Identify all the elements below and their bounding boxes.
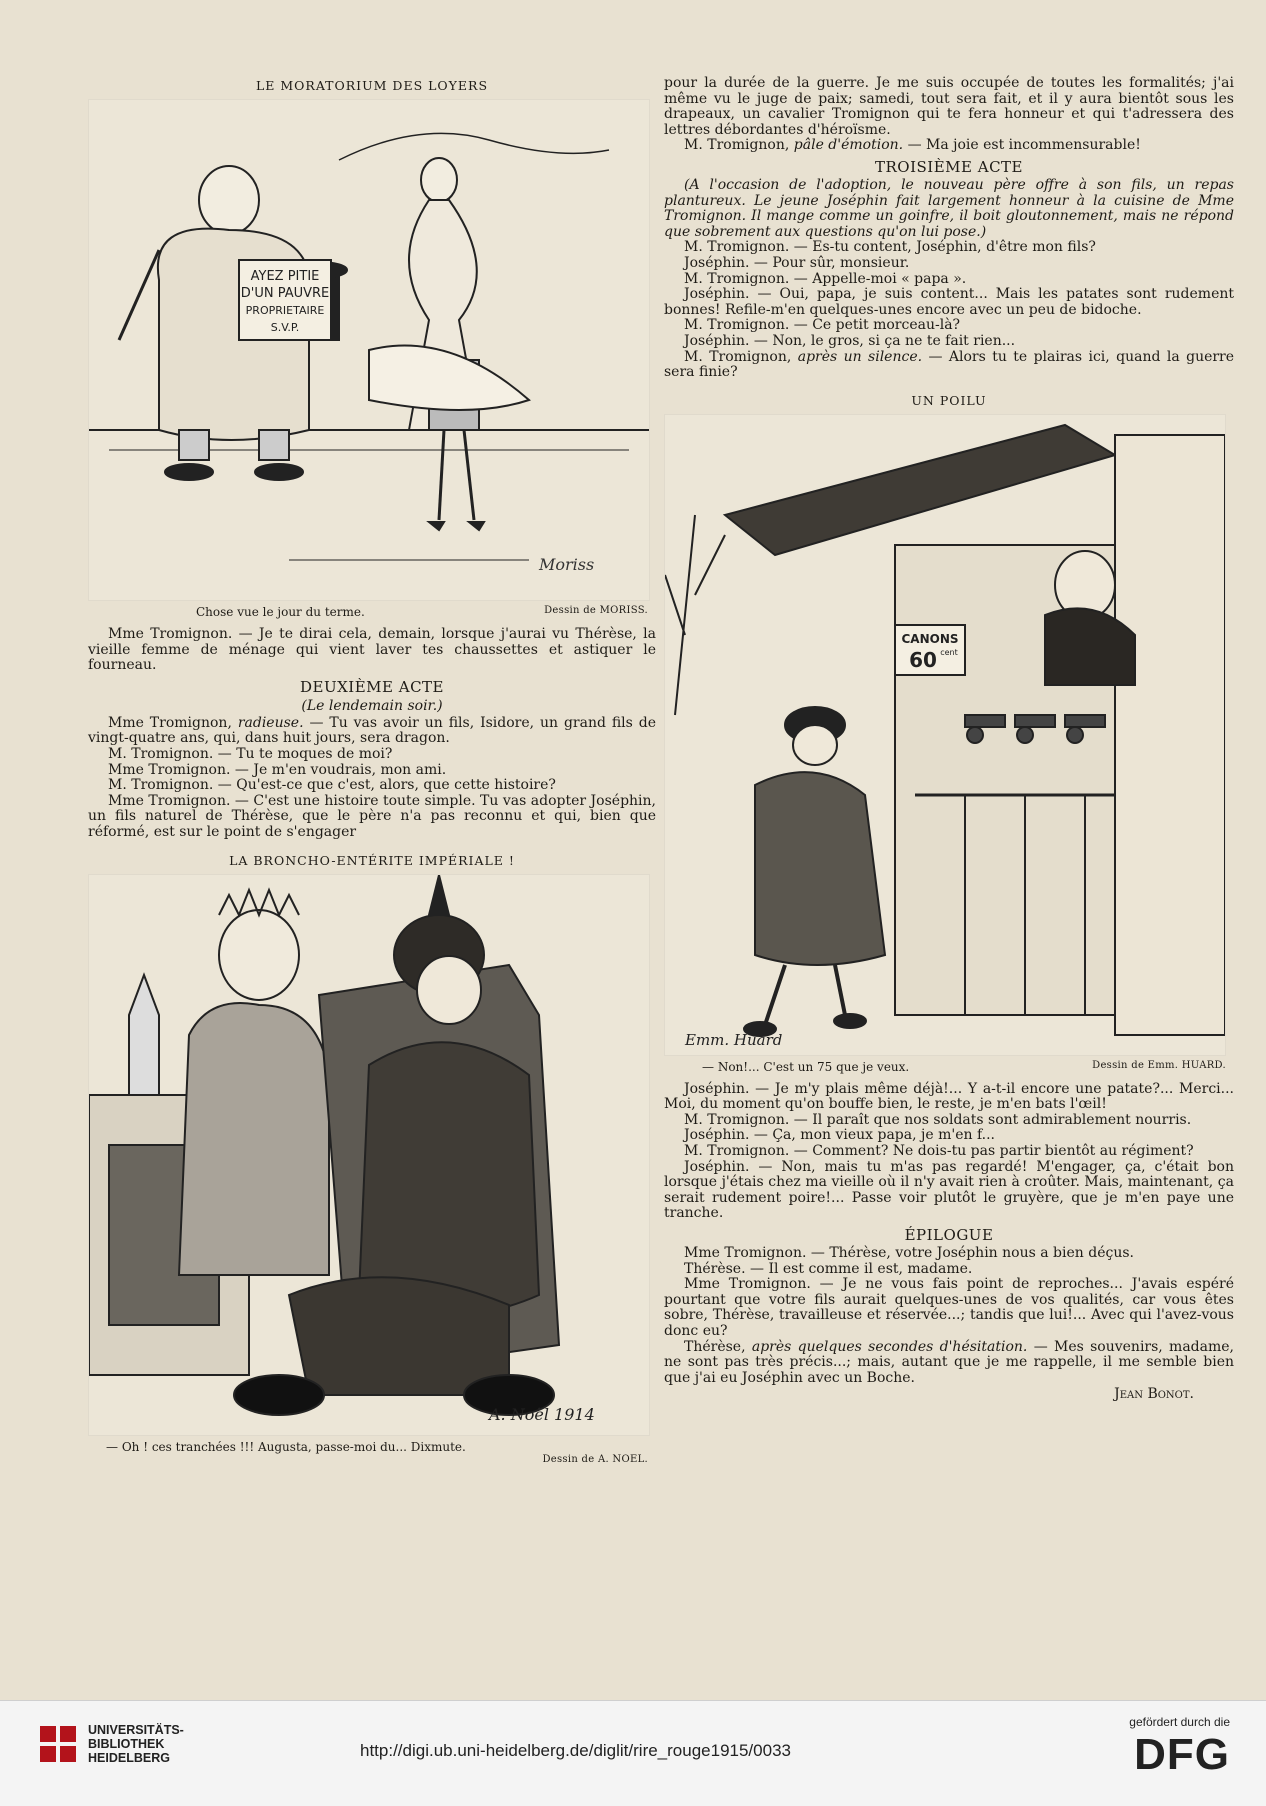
- line-text: — Ma joie est incommensurable!: [907, 137, 1141, 154]
- line-text: — Alors tu te plairas ici, quand la guerre sera finie?: [664, 348, 1235, 381]
- library-name-line-1: UNIVERSITÄTS-: [88, 1723, 184, 1737]
- figure2-title: LA BRONCHO-ENTÉRITE IMPÉRIALE !: [229, 852, 515, 868]
- stage-direction: après un silence.: [797, 348, 923, 365]
- library-name-line-2: BIBLIOTHEK: [88, 1737, 165, 1751]
- dfg-funding[interactable]: [1129, 1715, 1230, 1781]
- line-text: — Mes souvenirs, madame, ne sont pas très précis...; mais, autant que je me rappelle, il me semble bien que j'ai eu Joséphin avec un Boche.: [664, 1338, 1234, 1386]
- dialogue-line: Mme Tromignon. — Je m'en voudrais, mon ami.: [108, 761, 447, 778]
- dialogue-line: [664, 350, 1234, 381]
- permalink-url[interactable]: http://digi.ub.uni-heidelberg.de/diglit/rire_rouge1915/0033: [360, 1741, 791, 1760]
- figure2-caption: — Oh ! ces tranchées !!! Augusta, passe-moi du... Dixmute.: [106, 1439, 466, 1454]
- dialogue-line: Joséphin. — Je m'y plais même déjà!... Y a-t-il encore une patate?... Merci... Moi, du moment qu'on bouffe bien, le reste, je m'en bats l'œil!: [664, 1080, 1234, 1113]
- dialogue-line: M. Tromignon. — Comment? Ne dois-tu pas partir bientôt au régiment?: [684, 1143, 1194, 1160]
- dfg-logo: DFG: [1134, 1730, 1230, 1779]
- sign-line-4: S.V.P.: [270, 321, 300, 334]
- stage-direction: pâle d'émotion.: [793, 137, 904, 154]
- dialogue-line: M. Tromignon. — Es-tu content, Joséphin, d'être mon fils?: [684, 239, 1096, 256]
- poilu-illustration: [665, 415, 1225, 1055]
- line-text: — Tu vas avoir un fils, Isidore, un grand fils de vingt-quatre ans, qui, dans huit jours, sera dragon.: [88, 714, 657, 747]
- speaker: M. Tromignon,: [684, 137, 790, 154]
- author-signature-row: [664, 1386, 1234, 1402]
- artist-signature-moriss: Moriss: [539, 555, 595, 574]
- figure3-title: UN POILU: [911, 392, 987, 408]
- artist-signature-huard: Emm. Huard: [685, 1030, 783, 1049]
- sign-line-1: AYEZ PITIE: [250, 269, 320, 284]
- dialogue-line: Joséphin. — Ça, mon vieux papa, je m'en f...: [684, 1127, 996, 1144]
- dialogue-line: Joséphin. — Oui, papa, je suis content... Mais les patates sont rudement bonnes! Refile-m'en quelques-unes encore avec un peu de bidoche.: [664, 286, 1234, 318]
- funded-by-text: gefördert durch die: [1129, 1715, 1230, 1729]
- dialogue-line: M. Tromignon. — Il paraît que nos soldats sont admirablement nourris.: [684, 1111, 1192, 1128]
- act2-subheading: (Le lendemain soir.): [301, 697, 443, 714]
- figure3-caption-row: [672, 1060, 1226, 1074]
- dialogue-line: Mme Tromignon. — Je ne vous fais point de reproches... J'avais espéré pourtant que votre fils aurait quelques-unes de vos qualités, car vous êtes sobre, Thérèse, travailleuse et réservée...; tandis que lui!... Avec qui l'avez-vous donc eu?: [664, 1276, 1234, 1339]
- dialogue-line: Thérèse. — Il est comme il est, madame.: [684, 1260, 973, 1277]
- dialogue-line: Joséphin. — Non, mais tu m'as pas regardé! M'engager, ça, c'était bon lorsque j'étais chez ma vieille où il n'y avait rien à croûter. Mais, maintenant, ça serait rudement poire!... Passe voir plutôt le gruyère, que je m'en paye une tranche.: [664, 1158, 1234, 1222]
- act3-stage-direction: (A l'occasion de l'adoption, le nouveau père offre à son fils, un repas plantureux. Le jeune Joséphin fait largement honneur à la cuisine de Mme Tromignon. Il mange comme un goinfre, il boit gloutonnement, mais ne répond que sobrement aux questions qu'on lui pose.): [664, 176, 1234, 240]
- figure1-caption: Chose vue le jour du terme.: [196, 605, 365, 619]
- dialogue-line: M. Tromignon. — Appelle-moi « papa ».: [684, 270, 967, 287]
- figure3-caption: — Non!... C'est un 75 que je veux.: [702, 1059, 910, 1074]
- right-column: [664, 76, 1234, 1402]
- moratorium-illustration: [89, 100, 649, 600]
- sign-line-2: D'UN PAUVRE: [240, 286, 330, 301]
- stage-direction: radieuse.: [237, 714, 304, 731]
- epilogue-heading: ÉPILOGUE: [904, 1226, 994, 1245]
- figure2-credit: Dessin de A. NOEL.: [542, 1453, 648, 1465]
- paragraph: pour la durée de la guerre. Je me suis occupée de toutes les formalités; j'ai même vu le juge de paix; samedi, tout sera fait, et il y aura bientôt sous les drapeaux, un cavalier Tromignon qui te fera honneur et qui t'adressera des lettres débordantes d'héroïsme.: [664, 75, 1234, 138]
- figure1-title: LE MORATORIUM DES LOYERS: [255, 78, 489, 93]
- dialogue-line: Mme Tromignon. — C'est une histoire toute simple. Tu vas adopter Joséphin, un fils naturel de Thérèse, que le père n'a pas reconnu et qui, bien que réformé, est sur le point de s'engager: [88, 792, 656, 840]
- author-name: Jean Bonot.: [1114, 1386, 1194, 1403]
- dialogue-line: M. Tromignon. — Qu'est-ce que c'est, alors, que cette histoire?: [108, 777, 556, 794]
- dialogue-line: [88, 716, 656, 747]
- digitization-footer: [0, 1700, 1266, 1806]
- left-column: [88, 70, 656, 1473]
- library-name-line-3: HEIDELBERG: [88, 1751, 170, 1765]
- figure-poilu: [664, 414, 1226, 1056]
- figure1-caption-row: [96, 605, 648, 619]
- dialogue-line: [664, 138, 1234, 154]
- paragraph: Mme Tromignon. — Je te dirai cela, demain, lorsque j'aurai vu Thérèse, la vieille femme de ménage qui vient laver tes chaussettes et astiquer le fourneau.: [88, 626, 656, 674]
- dialogue-line: M. Tromignon. — Ce petit morceau-là?: [684, 317, 961, 334]
- artist-signature-noel: A. Noël 1914: [489, 1404, 595, 1424]
- right-text-block-top: [664, 76, 1234, 381]
- act2-heading: DEUXIÈME ACTE: [299, 677, 444, 696]
- sign-line-3: PROPRIETAIRE: [245, 304, 325, 317]
- figure-moratorium: [88, 99, 650, 601]
- act3-heading: TROISIÈME ACTE: [874, 157, 1023, 176]
- figure3-credit: Dessin de Emm. HUARD.: [1092, 1059, 1226, 1071]
- stage-direction: après quelques secondes d'hésitation.: [751, 1338, 1028, 1355]
- canons-sign-cents: cent: [940, 647, 958, 657]
- broncho-illustration: [89, 875, 649, 1435]
- figure-broncho: [88, 874, 650, 1436]
- dialogue-line: M. Tromignon. — Tu te moques de moi?: [108, 745, 393, 762]
- speaker: Mme Tromignon,: [108, 714, 232, 731]
- library-emblem-icon: [38, 1724, 78, 1764]
- figure1-credit: Dessin de MORISS.: [544, 605, 648, 616]
- left-text-block: [88, 627, 656, 841]
- dialogue-line: [664, 1340, 1234, 1387]
- speaker: Thérèse,: [684, 1338, 746, 1355]
- dialogue-line: Joséphin. — Non, le gros, si ça ne te fait rien...: [684, 332, 1016, 349]
- dialogue-line: Joséphin. — Pour sûr, monsieur.: [684, 254, 910, 271]
- dialogue-line: Mme Tromignon. — Thérèse, votre Joséphin nous a bien déçus.: [684, 1245, 1134, 1262]
- library-logo[interactable]: [38, 1723, 184, 1765]
- canons-sign-label: CANONS: [901, 631, 959, 646]
- right-text-block-bottom: [664, 1082, 1234, 1403]
- figure2-caption-row: [96, 1440, 648, 1465]
- speaker: M. Tromignon,: [684, 348, 792, 365]
- canons-sign-price: 60: [909, 647, 937, 672]
- library-name: [88, 1723, 184, 1765]
